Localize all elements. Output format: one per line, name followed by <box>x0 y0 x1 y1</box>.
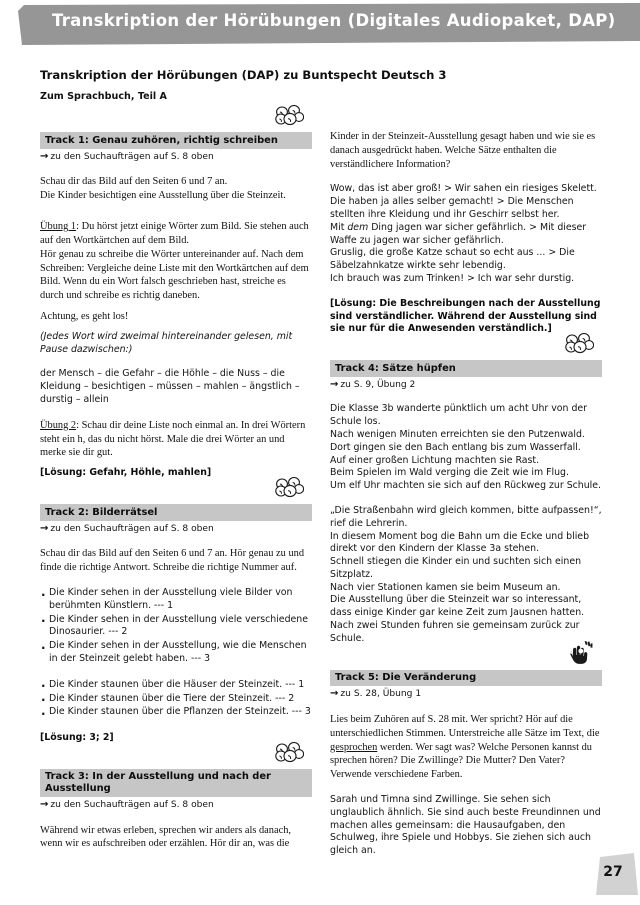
track3-reference-text: zu den Suchaufträgen auf S. 8 oben <box>50 800 214 811</box>
track1-reference-text: zu den Suchaufträgen auf S. 8 oben <box>50 151 214 162</box>
track5-intro-part-a: Lies beim Zuhören auf S. 28 mit. Wer spricht? Hör auf die unterschiedlichen Stimmen. Unterstreiche alle Sätze im Text, die <box>330 713 600 739</box>
list-item: · Die Kinder sehen in der Ausstellung viele Bilder von berühmten Künstlern. --- 1 <box>40 587 312 613</box>
track3-dialog-line-4: Gruslig, die große Katze schaut so echt aus ... > Die Säbelzahnkatze wirkte sehr lebendig. <box>330 247 575 272</box>
right-column <box>330 108 602 858</box>
track2-heading: Track 2: Bilderrätsel <box>40 504 312 521</box>
track2-reference-text: zu den Suchaufträgen auf S. 8 oben <box>50 523 214 534</box>
track3-dialog-line-2: Die haben ja alles selber gemacht! > Die Menschen stellten ihre Kleidung und ihr Geschirr selbst her. <box>330 196 574 221</box>
track5-heading: Track 5: Die Veränderung <box>330 670 602 687</box>
track1-achtung: Achtung, es geht los! <box>40 311 129 323</box>
track4-sentence: Nach vier Stationen kamen sie beim Museum an. <box>330 581 561 593</box>
track3-loesung: [Lösung: Die Beschreibungen nach der Ausstellung sind verständlicher. Während der Ausstellung sind sie nur für die Anwesenden verständlich.] <box>330 297 601 335</box>
track5-icon-row <box>330 646 602 670</box>
track4-heading: Track 4: Sätze hüpfen <box>330 360 602 377</box>
track3-icon-row <box>40 745 312 769</box>
track5-underlined-word: gesprochen <box>330 741 378 753</box>
track2-loesung: [Lösung: 3; 2] <box>40 732 114 744</box>
track1-intro-line2: Die Kinder besichtigen eine Ausstellung über die Steinzeit. <box>40 190 286 202</box>
track4-sentence: Auf einer großen Lichtung machten sie Rast. <box>330 454 540 466</box>
track3-dialog-line-5: Ich brauch was zum Trinken! > Ich war sehr durstig. <box>330 272 575 284</box>
track2-reference <box>40 523 312 536</box>
track5-reference-text: zu S. 28, Übung 1 <box>340 689 422 700</box>
track1-heading: Track 1: Genau zuhören, richtig schreiben <box>40 132 312 149</box>
track4-sentence: Um elf Uhr machten sie sich auf den Rückweg zur Schule. <box>330 480 602 492</box>
page-number: 27 <box>603 864 623 880</box>
track1-uebung2-label: Übung 2 <box>40 419 77 431</box>
list-item: · Die Kinder sehen in der Ausstellung, wie die Menschen in der Steinzeit gelebt haben. --- 3 <box>40 640 312 666</box>
track1-uebung1 <box>40 220 312 248</box>
track2-answer-list-1 <box>40 587 312 666</box>
arrow-right-icon: → <box>40 799 49 811</box>
track2-answer-list-2 <box>40 679 312 719</box>
track5-intro-part-b: werden. Wer sagt was? Welche Personen kannst du sprechen hören? Die Zwillinge? Die Mutter? Den Vater? Verwende verschiedene Farben. <box>330 741 592 781</box>
page-subtitle: Zum Sprachbuch, Teil A <box>40 91 167 102</box>
track5-reference <box>330 688 602 701</box>
track4-reference <box>330 379 602 392</box>
page-number-tab <box>594 853 640 895</box>
track1-loesung: [Lösung: Gefahr, Höhle, mahlen] <box>40 467 212 479</box>
header-title: Transkription der Hörübungen (Digitales Audiopaket, DAP) <box>52 11 616 30</box>
track4-sentence: In diesem Moment bog die Bahn um die Ecke und blieb direkt vor den Kindern der Klasse 3a stehen. <box>330 530 590 555</box>
listening-ears-icon <box>274 477 304 504</box>
track4-sentence: Nach wenigen Minuten erreichten sie den Putzenwald. <box>330 429 585 441</box>
list-item: · Die Kinder sehen in der Ausstellung viele verschiedene Dinosaurier. --- 2 <box>40 614 312 640</box>
track1-wordlist: der Mensch – die Gefahr – die Höhle – die Nuss – die Kleidung – besichtigen – müssen – mahlen – ängstlich – durstig – allein <box>40 368 300 405</box>
listening-ears-icon <box>274 742 304 769</box>
list-item: · Die Kinder staunen über die Tiere der Steinzeit. --- 2 <box>40 693 312 706</box>
track1-note: (Jedes Wort wird zweimal hintereinander gelesen, mit Pause dazwischen:) <box>40 330 293 355</box>
track4-sentence: Dort gingen sie den Bach entlang bis zum Wasserfall. <box>330 441 581 453</box>
track3-dialog-line-3: Mit dem Ding jagen war sicher gefährlich. > Mit dieser Waffe zu jagen war sicher gefährlich. <box>330 221 587 246</box>
track4-sentence: Die Ausstellung über die Steinzeit war so interessant, dass einige Kinder gar keine Zeit zum Jausnen hatten. <box>330 594 585 619</box>
track3-dialog-line-1: Wow, das ist aber groß! > Wir sahen ein riesiges Skelett. <box>330 183 597 195</box>
track1-uebung2-text: : Schau dir deine Liste noch einmal an. In drei Wörtern steht ein h, das du nicht hörst. Male die drei Wörter an und merke sie dir gut. <box>40 419 306 459</box>
track4-sentence: Beim Spielen im Wald verging die Zeit wie im Flug. <box>330 467 569 479</box>
track4-reference-text: zu S. 9, Übung 2 <box>340 379 416 390</box>
arrow-right-icon: → <box>330 378 339 390</box>
track5-intro <box>330 713 602 782</box>
track3-intro-continued: Kinder in der Steinzeit-Ausstellung gesagt haben und wie sie es danach ausgedrückt haben. Welche Sätze enthalten die verständlichere Information? <box>330 131 596 170</box>
arrow-right-icon: → <box>40 522 49 534</box>
track3-heading: Track 3: In der Ausstellung und nach der Ausstellung <box>40 769 312 797</box>
track4-sentence: Die Klasse 3b wanderte pünktlich um acht Uhr von der Schule los. <box>330 403 588 428</box>
listening-ears-icon <box>274 105 304 132</box>
track1-intro-line1: Schau dir das Bild auf den Seiten 6 und 7 an. <box>40 176 228 188</box>
track4-icon-row <box>330 336 602 360</box>
track4-sentence: Nach zwei Stunden fuhren sie gemeinsam zurück zur Schule. <box>330 619 580 644</box>
track5-story: Sarah und Timna sind Zwillinge. Sie sehen sich unglaublich ähnlich. Sie sind auch beste Freundinnen und machen alles gemeinsam: die Hausaufgaben, den Schulweg, ihre Spiele und Hobbys. Sie ziehen sich auch gleich an. <box>330 794 601 857</box>
track1-icon-row <box>40 108 312 132</box>
track1-uebung1-label: Übung 1 <box>40 221 77 233</box>
track1-uebung1-text: : Du hörst jetzt einige Wörter zum Bild. Sie stehen auch auf den Wortkärtchen auf dem Bild. <box>40 221 309 246</box>
track3-italic-word: dem <box>347 221 369 233</box>
track4-sentence: Schnell stiegen die Kinder ein und suchten sich einen Sitzplatz. <box>330 556 582 580</box>
left-column <box>40 108 312 851</box>
track1-uebung1-text2: Hör genau zu schreibe die Wörter untereinander auf. Nach dem Schreiben: Vergleiche deine Liste mit den Wortkärtchen auf dem Bild. Wenn du ein Wort falsch geschrieben hast, streiche es durch und schreibe es richtig daneben. <box>40 248 309 302</box>
list-item: · Die Kinder staunen über die Pflanzen der Steinzeit. --- 3 <box>40 706 312 719</box>
track1-reference <box>40 151 312 164</box>
track2-intro: Schau dir das Bild auf den Seiten 6 und 7 an. Hör genau zu und finde die richtige Antwort. Schreibe die richtige Nummer auf. <box>40 548 305 574</box>
listening-ears-icon <box>564 333 594 360</box>
track3-reference <box>40 799 312 812</box>
page-title: Transkription der Hörübungen (DAP) zu Buntspecht Deutsch 3 <box>40 68 447 82</box>
hand-icon <box>568 641 594 670</box>
arrow-right-icon: → <box>330 688 339 700</box>
arrow-right-icon: → <box>40 150 49 162</box>
track4-sentence: „Die Straßenbahn wird gleich kommen, bitte aufpassen!“, rief die Lehrerin. <box>330 504 602 529</box>
list-item: · Die Kinder staunen über die Häuser der Steinzeit. --- 1 <box>40 679 312 692</box>
track1-uebung2 <box>40 419 312 460</box>
track2-icon-row <box>40 480 312 504</box>
track3-intro: Während wir etwas erleben, sprechen wir anders als danach, wenn wir es aufschreiben oder erzählen. Hör dir an, was die <box>40 824 291 850</box>
